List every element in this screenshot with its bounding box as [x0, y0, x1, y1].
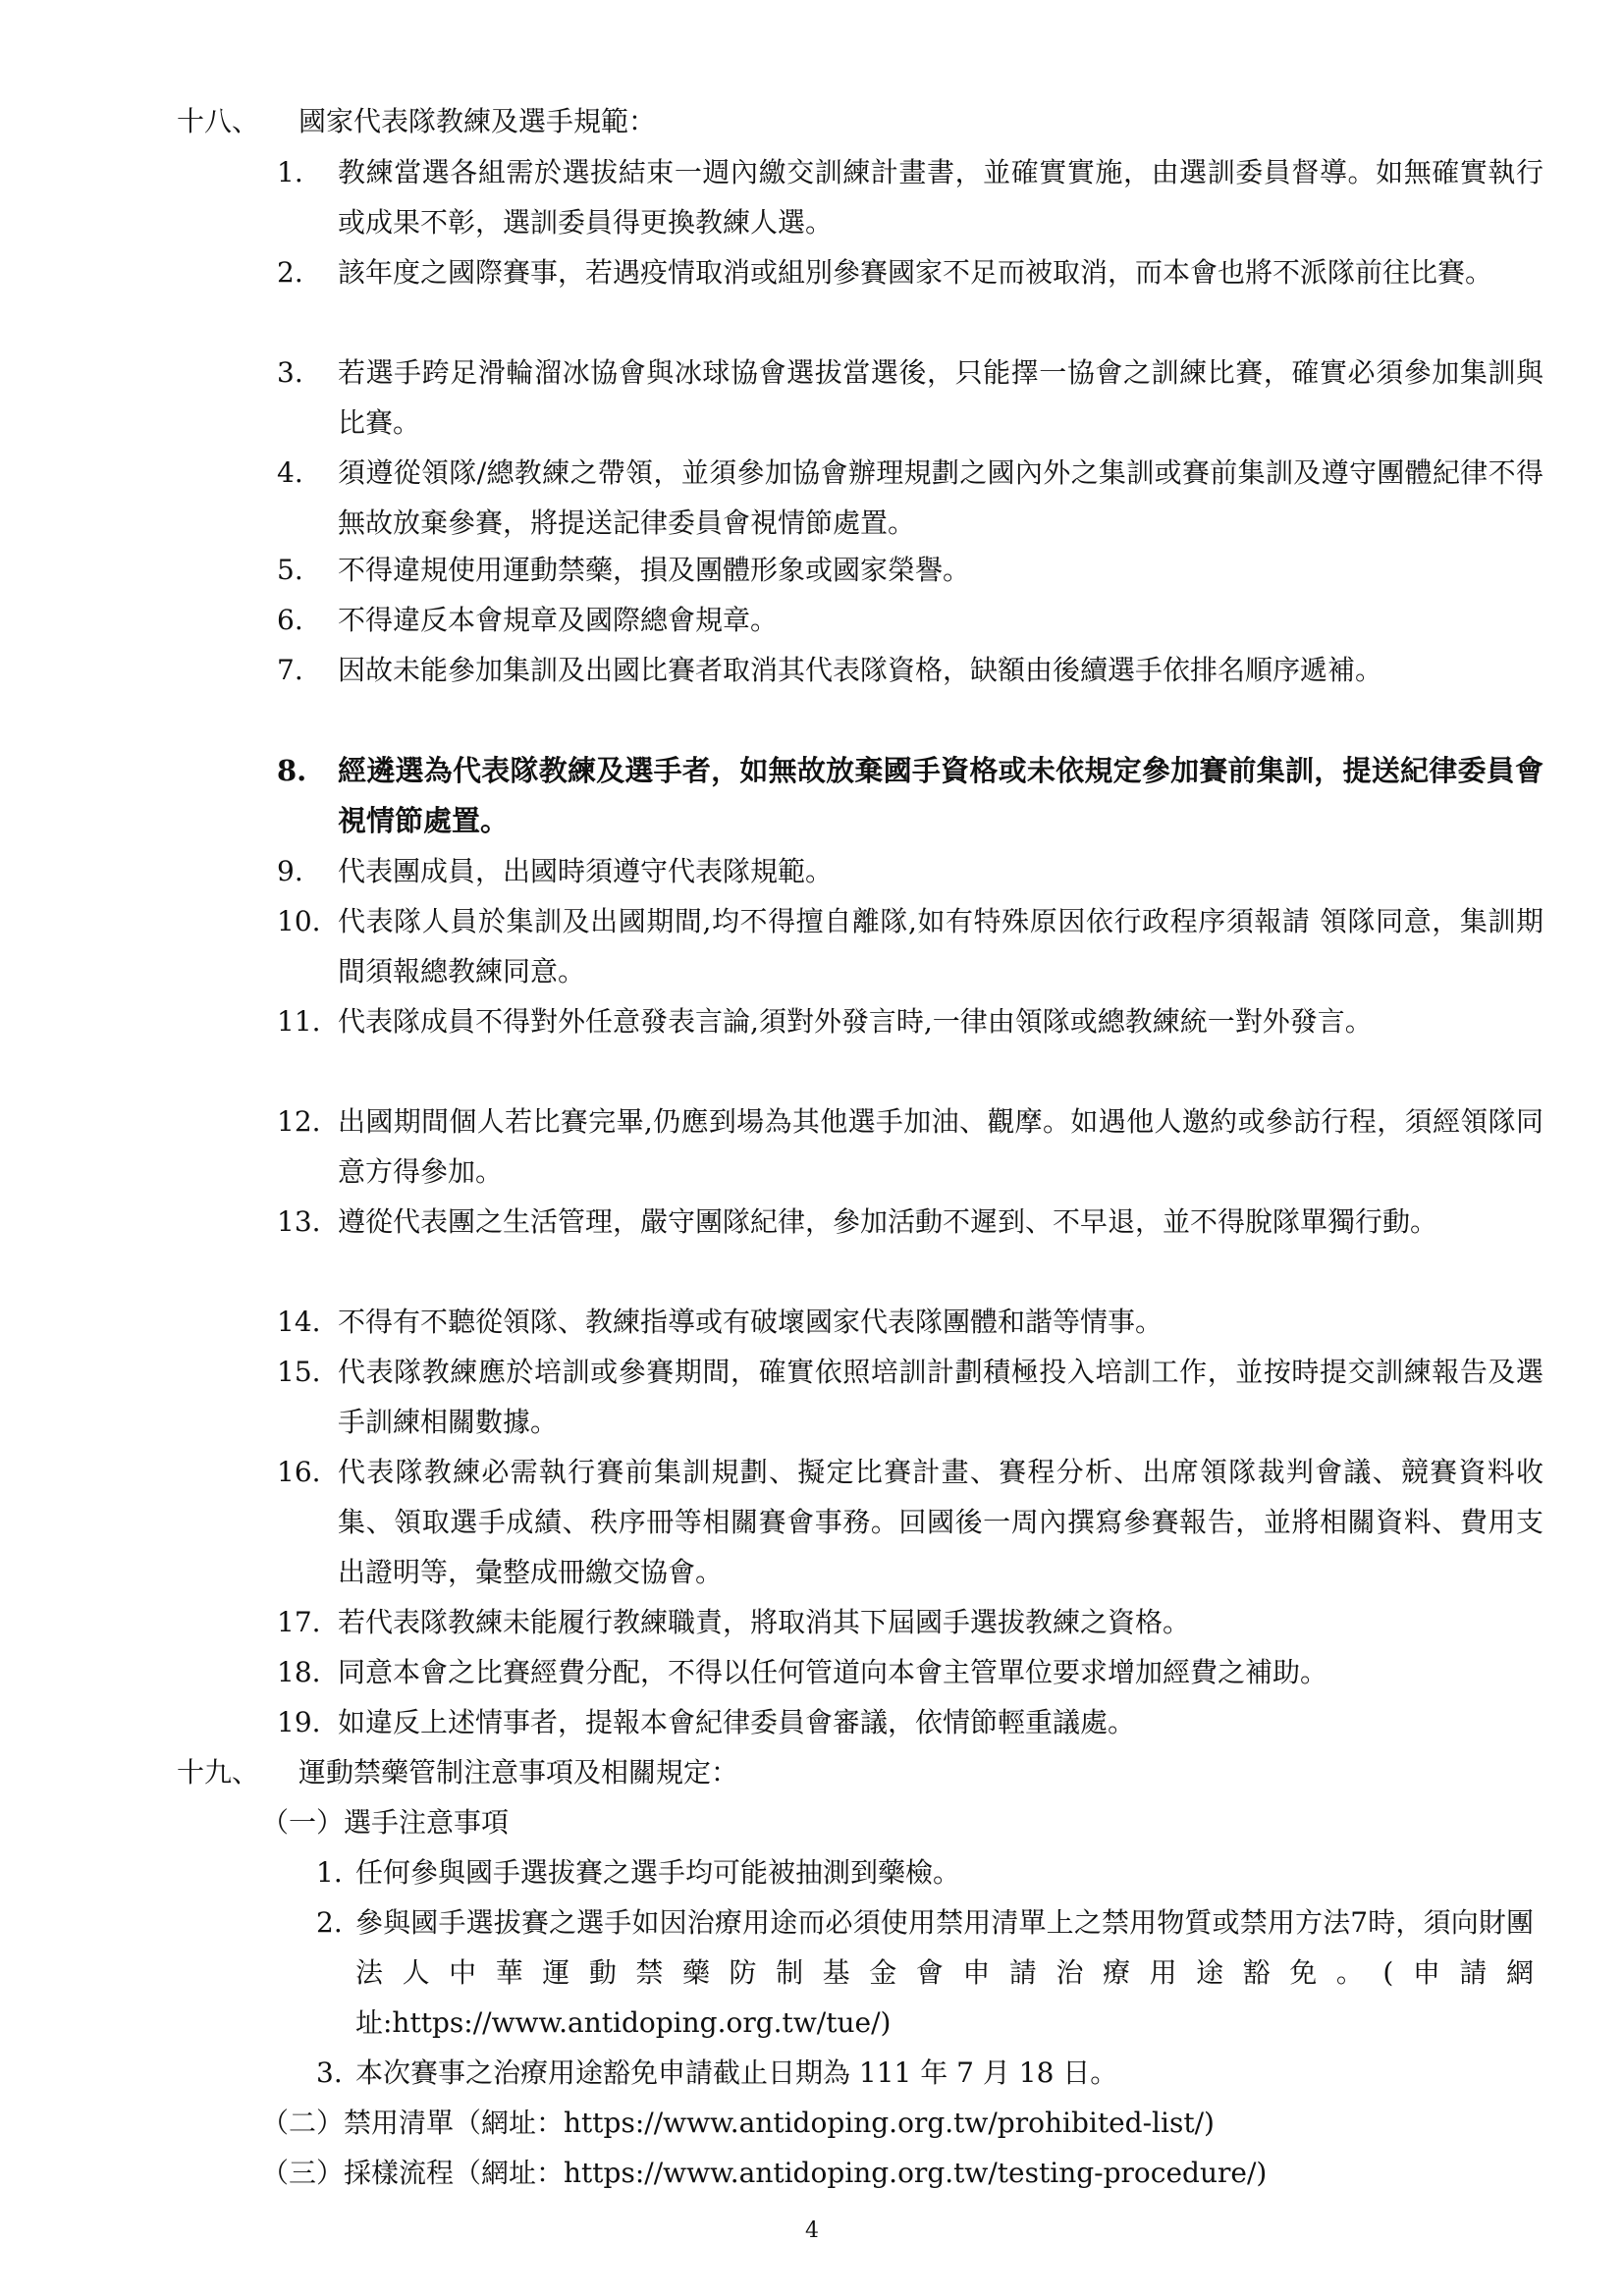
list-item: 16. 代表隊教練必需執行賽前集訓規劃、擬定比賽計畫、賽程分析、出席領隊裁判會議、競賽資料收集、領取選手成績、秩序冊等相關賽會事務。回國後一周內撰寫參賽報告，並將相關資料、費用支出證明等，彙整成冊繳交協會。 — [277, 1456, 1543, 1588]
subsection-heading — [261, 2148, 1267, 2198]
list-item: 1. 教練當選各組需於選拔結束一週內繳交訓練計畫書，並確實實施，由選訓委員督導。如無確實執行或成果不彰，選訓委員得更換教練人選。 — [277, 156, 1543, 239]
list-item: 18. 同意本會之比賽經費分配，不得以任何管道向本會主管單位要求增加經費之補助。 — [277, 1656, 1328, 1688]
subsection-title: 選手注意事項 — [344, 1806, 510, 1839]
section-title: 國家代表隊教練及選手規範： — [298, 105, 657, 137]
list-item: 3. 本次賽事之治療用途豁免申請截止日期為 111 年 7 月 18 日。 — [316, 2056, 1118, 2089]
list-item: 6. 不得違反本會規章及國際總會規章。 — [277, 604, 779, 636]
list-item-bold: 8. 經遴選為代表隊教練及選手者，如無故放棄國手資格或未依規定參加賽前集訓，提送紀律委員會視情節處置。 — [277, 754, 1543, 837]
subsection-label: （三） — [261, 2157, 345, 2189]
list-item: 10. 代表隊人員於集訓及出國期間,均不得擅自離隊,如有特殊原因依行政程序須報請 領隊同意，集訓期間須報總教練同意。 — [277, 905, 1543, 988]
subsection-label: （一） — [261, 1806, 345, 1839]
list-item: 2. 該年度之國際賽事，若遇疫情取消或組別參賽國家不足而被取消，而本會也將不派隊前往比賽。 — [277, 256, 1493, 289]
subsection-heading — [261, 2098, 1215, 2148]
list-item: 2. 參與國手選拔賽之選手如因治療用途而必須使用禁用清單上之禁用物質或禁用方法7時，須向財團法人中華運動禁藥防制基金會申請治療用途豁免。(申請網址:https://www.antidoping.org.tw/tue/) — [316, 1906, 1534, 2039]
list-item: 5. 不得違規使用運動禁藥，損及團體形象或國家榮譽。 — [277, 554, 971, 586]
list-item: 14. 不得有不聽從領隊、教練指導或有破壞國家代表隊團體和諧等情事。 — [277, 1306, 1164, 1338]
list-item: 19. 如違反上述情事者，提報本會紀律委員會審議，依情節輕重議處。 — [277, 1706, 1136, 1738]
subsection-label: （二） — [261, 2107, 345, 2139]
subsection-heading — [261, 1797, 509, 1847]
subsection-title: 採樣流程（網址：https://www.antidoping.org.tw/testing-procedure/) — [344, 2157, 1268, 2189]
list-item: 17. 若代表隊教練未能履行教練職責，將取消其下屆國手選拔教練之資格。 — [277, 1606, 1191, 1638]
list-item: 13. 遵從代表團之生活管理，嚴守團隊紀律，參加活動不遲到、不早退，並不得脫隊單獨行動。 — [277, 1205, 1438, 1238]
section-title: 運動禁藥管制注意事項及相關規定： — [298, 1756, 739, 1789]
subsection-title: 禁用清單（網址：https://www.antidoping.org.tw/prohibited-list/) — [344, 2107, 1215, 2139]
list-item: 1. 任何參與國手選拔賽之選手均可能被抽測到藥檢。 — [316, 1856, 961, 1889]
list-item: 15. 代表隊教練應於培訓或參賽期間，確實依照培訓計劃積極投入培訓工作，並按時提交訓練報告及選手訓練相關數據。 — [277, 1356, 1543, 1438]
list-item: 12. 出國期間個人若比賽完畢,仍應到場為其他選手加油、觀摩。如遇他人邀約或參訪行程，須經領隊同意方得參加。 — [277, 1105, 1543, 1188]
section-number: 十八、 — [177, 105, 260, 137]
list-item: 9. 代表團成員，出國時須遵守代表隊規範。 — [277, 855, 834, 887]
list-item: 4. 須遵從領隊/總教練之帶領，並須參加協會辦理規劃之國內外之集訓或賽前集訓及遵守團體紀律不得無故放棄參賽，將提送記律委員會視情節處置。 — [277, 456, 1543, 539]
page-number: 4 — [805, 2218, 819, 2243]
list-item: 7. 因故未能參加集訓及出國比賽者取消其代表隊資格，缺額由後續選手依排名順序遞補。 — [277, 654, 1383, 686]
list-item: 11. 代表隊成員不得對外任意發表言論,須對外發言時,一律由領隊或總教練統一對外發言。 — [277, 1005, 1373, 1038]
list-item: 3. 若選手跨足滑輪溜冰協會與冰球協會選拔當選後，只能擇一協會之訓練比賽，確實必須參加集訓與比賽。 — [277, 356, 1543, 439]
section-number: 十九、 — [177, 1756, 260, 1789]
